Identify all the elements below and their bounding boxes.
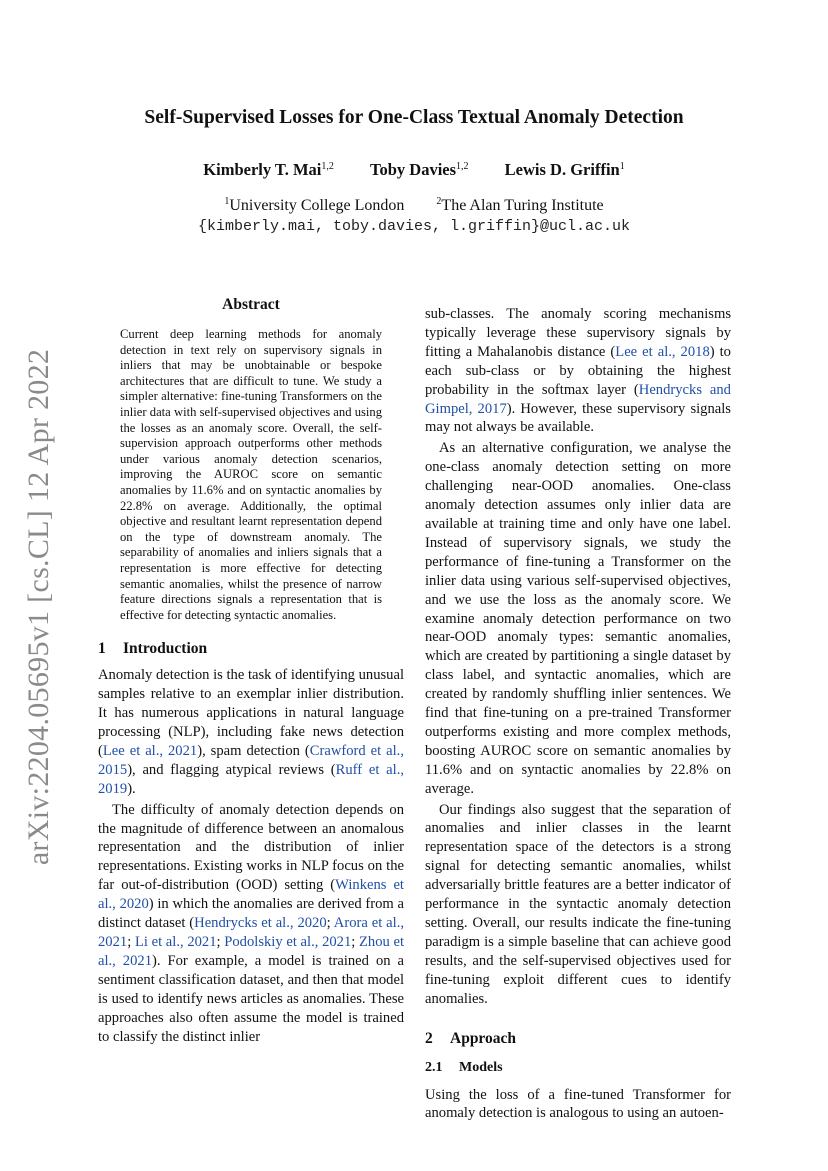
author-list [0,160,828,180]
section-title: Introduction [123,640,208,658]
citation-link[interactable]: Crawford et al., 2015 [98,742,404,778]
subsection-title: Models [459,1059,503,1075]
subsection-number: 2.1 [425,1059,443,1075]
intro-paragraph-1: Anomaly detection is the task of identifying unusual samples relative to an exemplar inlier distribution. It has numerous applications in natural language processing (NLP), including fake news detection (Lee et al., 2021), spam detection (Crawford et al., 2015), and flagging atypical reviews (Ruff et al., 2019). [98,667,405,797]
intro-paragraph-2: The difficulty of anomaly detection depends on the magnitude of difference between an anomalous representation and the distribution of inlier representations. Existing works in NLP focus on the far out-of-distribution (OOD) setting (Winkens et al., 2020) in which the anomalies are derived from a distinct dataset (Hendrycks et al., 2020; Arora et al., 2021; Li et al., 2021; Podolskiy et al., 2021; Zhou et al., 2021). For example, a model is trained on a sentiment classification dataset, and then that model is used to identify news articles as anomalies. These approaches also often assume the model is trained to classify the distinct inlier [98,801,405,1045]
affiliation-1: $^1$University College London [224,196,405,214]
abstract-text: Current deep learning methods for anomaly detection in text rely on supervisory signals in inliers that may be unobtainable or bespoke architectures that are difficult to tune. We study a simpler alternative: fine-tuning Transformers on the inlier data with self-supervised objectives and using the losses as an anomaly score. Overall, the self-supervision approach outperforms other methods under various anomaly detection scenarios, improving the AUROC score on semantic anomalies by 11.6% and on syntactic anomalies by 22.8% on average. Additionally, the optimal objective and resultant learnt representation depend on the type of downstream anomaly. The separability of anomalies and inliers signals that a representation is more effective for detecting semantic anomalies, whilst the presence of narrow feature directions signals a representation that is effective for detecting syntactic anomalies. [120,327,382,622]
affiliation-list [0,196,828,215]
introduction-heading [98,639,404,659]
arxiv-identifier-stamp [22,348,56,866]
affiliation-2: $^2$The Alan Turing Institute [436,196,604,214]
right-paragraph-1: sub-classes. The anomaly scoring mechanisms typically leverage these supervisory signals by fitting a Mahalanobis distance (Lee et al., 2018) to each sub-class or by obtaining the highest probability in the softmax layer (Hendrycks and Gimpel, 2017). However, these supervisory signals may not always be available. [425,306,731,436]
arxiv-identifier-text: arXiv:2204.05695v1 [cs.CL] 12 Apr 2022 [22,348,56,866]
models-paragraph: Using the loss of a fine-tuned Transformer for anomaly detection is analogous to using an autoen- [425,1086,731,1122]
citation-link[interactable]: Winkens et al., 2020 [98,877,404,913]
citation-link[interactable]: Ruff et al., 2019 [98,761,404,797]
citation-link[interactable]: Lee et al., 2018 [615,343,710,360]
citation-link[interactable]: Arora et al., 2021 [98,915,404,950]
citation-link[interactable]: Zhou et al., 2021 [98,933,405,969]
section-title: Approach [450,1029,517,1047]
models-subheading [425,1058,731,1078]
section-number: 2 [425,1029,433,1047]
citation-link[interactable]: Hendrycks and Gimpel, 2017 [425,381,731,417]
citation-link[interactable]: Podolskiy et al., 2021 [224,933,352,950]
section-number: 1 [98,640,106,658]
author-3: Lewis D. Griffin$^1$ [504,160,625,179]
paper-title: Self-Supervised Losses for One-Class Textual Anomaly Detection [144,107,684,128]
author-2: Toby Davies$^{1,2}$ [370,160,469,179]
abstract-heading: Abstract [222,296,280,313]
right-paragraph-2: As an alternative configuration, we analyse the one-class anomaly detection setting on more challenging near-OOD anomalies. One-class anomaly detection assumes only inlier data are available at training time and only have one label. Instead of supervisory signals, we study the performance of fine-tuning a Transformer on the inlier data using various self-supervised objectives, and we use the loss as the anomaly score. We examine anomaly detection performance on two near-OOD anomaly types: semantic anomalies, which are created by partitioning a single dataset by class label, and syntactic anomalies, which are created by randomly shuffling inlier sentences. We find that fine-tuning on a pre-trained Transformer outperforms existing and more complex methods, boosting AUROC score on semantic anomalies by 11.6% and on syntactic anomalies by 22.8% on average. [425,440,731,797]
citation-link[interactable]: Li et al., 2021 [134,933,217,950]
author-emails: {kimberly.mai, toby.davies, l.griffin}@ucl.ac.uk [197,218,631,235]
left-column [98,296,404,1046]
right-paragraph-3: Our findings also suggest that the separation of anomalies and inlier classes in the learnt representation space of the detectors is a strong signal for detecting semantic anomalies, whilst adversarially brittle features are a better indicator of performance in the syntactic anomaly detection setting. Overall, our results indicate the fine-tuning paradigm is a simple baseline that can achieve good results, and the self-supervised objectives used for fine-tuning exploit different cues to identify anomalies. [425,801,731,1007]
citation-link[interactable]: Lee et al., 2021 [102,742,198,759]
approach-heading [425,1029,731,1049]
citation-link[interactable]: Hendrycks et al., 2020 [194,915,327,932]
author-1: Kimberly T. Mai$^{1,2}$ [203,160,334,179]
right-column [425,305,731,1123]
